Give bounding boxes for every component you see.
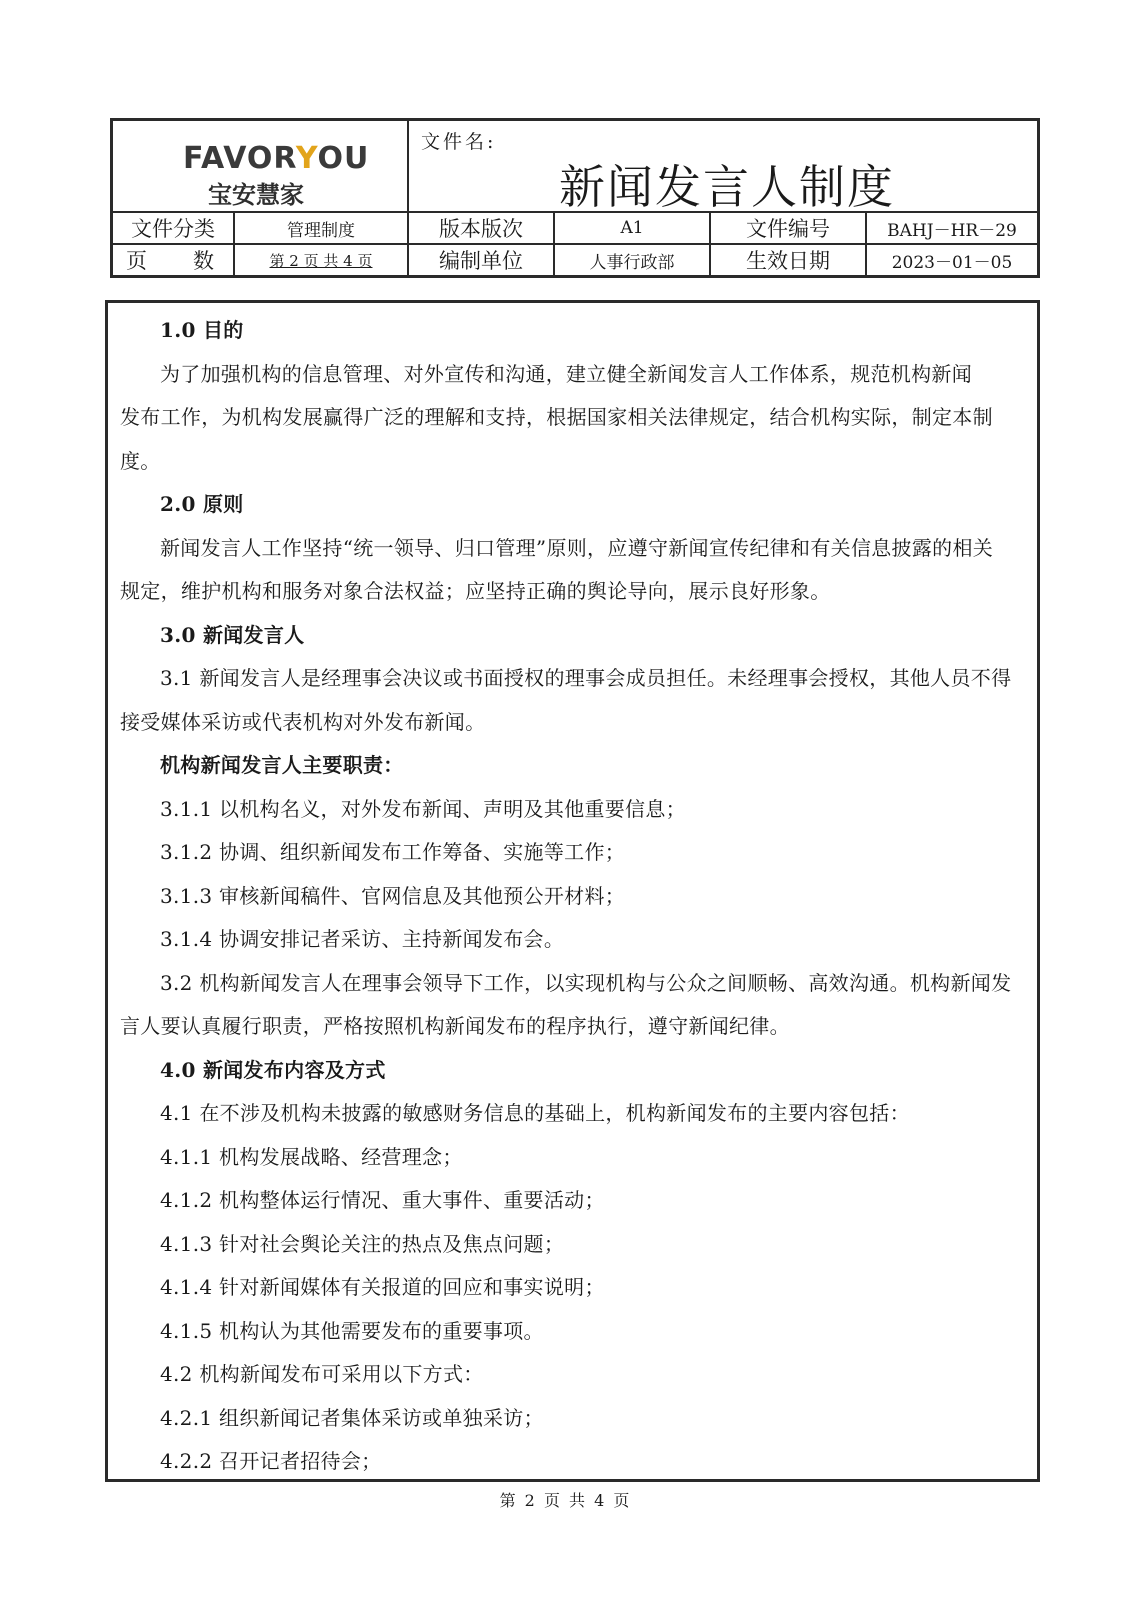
body-text-line: 3.1.3 审核新闻稿件、官网信息及其他预公开材料； — [160, 883, 626, 908]
company-logo-en: FAVORYOU — [183, 141, 370, 176]
body-text-line: 发布工作，为机构发展赢得广泛的理解和支持，根据国家相关法律规定，结合机构实际，制定本制 — [120, 405, 993, 429]
document-title: 新闻发言人制度 — [559, 160, 895, 214]
body-text-line: 度。 — [120, 448, 161, 473]
company-logo-cn: 宝安慧家 — [208, 181, 304, 209]
section-heading: 1.0 目的 — [160, 318, 244, 342]
version-value: A1 — [555, 213, 711, 243]
section-heading: 2.0 原则 — [160, 492, 244, 516]
body-text-line: 3.2 机构新闻发言人在理事会领导下工作，以实现机构与公众之间顺畅、高效沟通。机构新闻发 — [160, 970, 1012, 995]
pages-value: 第 2 页 共 4 页 — [235, 245, 409, 275]
section-heading: 机构新闻发言人主要职责： — [160, 753, 404, 777]
effective-date-label: 生效日期 — [711, 245, 867, 275]
body-text-line: 规定，维护机构和服务对象合法权益；应坚持正确的舆论导向，展示良好形象。 — [120, 579, 831, 603]
body-text-line: 4.1.4 针对新闻媒体有关报道的回应和事实说明； — [160, 1275, 605, 1299]
section-heading: 4.0 新闻发布内容及方式 — [160, 1057, 386, 1082]
meta-row-2 — [113, 245, 1037, 275]
version-label: 版本版次 — [409, 213, 555, 243]
body-text-line: 4.1.2 机构整体运行情况、重大事件、重要活动； — [160, 1188, 605, 1212]
logo-cell — [113, 121, 409, 213]
category-label: 文件分类 — [113, 213, 235, 243]
body-text-line: 4.2.1 组织新闻记者集体采访或单独采访； — [160, 1405, 544, 1430]
body-text-line: 3.1.2 协调、组织新闻发布工作筹备、实施等工作； — [160, 840, 626, 864]
document-body — [105, 300, 1040, 1482]
body-text-line: 接受媒体采访或代表机构对外发布新闻。 — [120, 709, 486, 734]
body-text-line: 4.1 在不涉及机构未披露的敏感财务信息的基础上，机构新闻发布的主要内容包括： — [160, 1101, 910, 1125]
logo-y-figure-icon: Y — [295, 141, 318, 176]
body-text-line: 为了加强机构的信息管理、对外宣传和沟通，建立健全新闻发言人工作体系，规范机构新闻 — [160, 361, 972, 386]
doc-number-value: BAHJ－HR－29 — [887, 220, 1017, 241]
document-header-table — [110, 118, 1040, 278]
body-text-line: 4.1.5 机构认为其他需要发布的重要事项。 — [160, 1318, 544, 1343]
category-value: 管理制度 — [235, 213, 409, 243]
body-text-line: 4.1.3 针对社会舆论关注的热点及焦点问题； — [160, 1231, 565, 1256]
file-name-label: 文件名: — [421, 131, 497, 153]
body-text-line: 3.1.1 以机构名义，对外发布新闻、声明及其他重要信息； — [160, 796, 686, 821]
body-lines — [120, 309, 1025, 1484]
pages-label: 页数 — [113, 245, 235, 275]
body-text-line: 4.2.2 召开记者招待会； — [160, 1449, 382, 1473]
meta-row-1 — [113, 213, 1037, 245]
body-text-line: 4.2 机构新闻发布可采用以下方式： — [160, 1362, 484, 1386]
page-footer: 第 2 页 共 4 页 — [499, 1491, 632, 1510]
body-text-line: 4.1.1 机构发展战略、经营理念； — [160, 1144, 463, 1169]
body-text-line: 3.1.4 协调安排记者采访、主持新闻发布会。 — [160, 927, 565, 951]
dept-label: 编制单位 — [409, 245, 555, 275]
body-text-line: 3.1 新闻发言人是经理事会决议或书面授权的理事会成员担任。未经理事会授权，其他人员不得 — [160, 666, 1012, 690]
title-cell — [409, 121, 1037, 213]
section-heading: 3.0 新闻发言人 — [160, 622, 305, 647]
effective-date-value: 2023－01－05 — [891, 252, 1013, 273]
body-text-line: 言人要认真履行职责，严格按照机构新闻发布的程序执行，遵守新闻纪律。 — [120, 1014, 790, 1038]
body-text-line: 新闻发言人工作坚持“统一领导、归口管理”原则，应遵守新闻宣传纪律和有关信息披露的相关 — [160, 535, 994, 560]
doc-number-label: 文件编号 — [711, 213, 867, 243]
dept-value: 人事行政部 — [555, 245, 711, 275]
